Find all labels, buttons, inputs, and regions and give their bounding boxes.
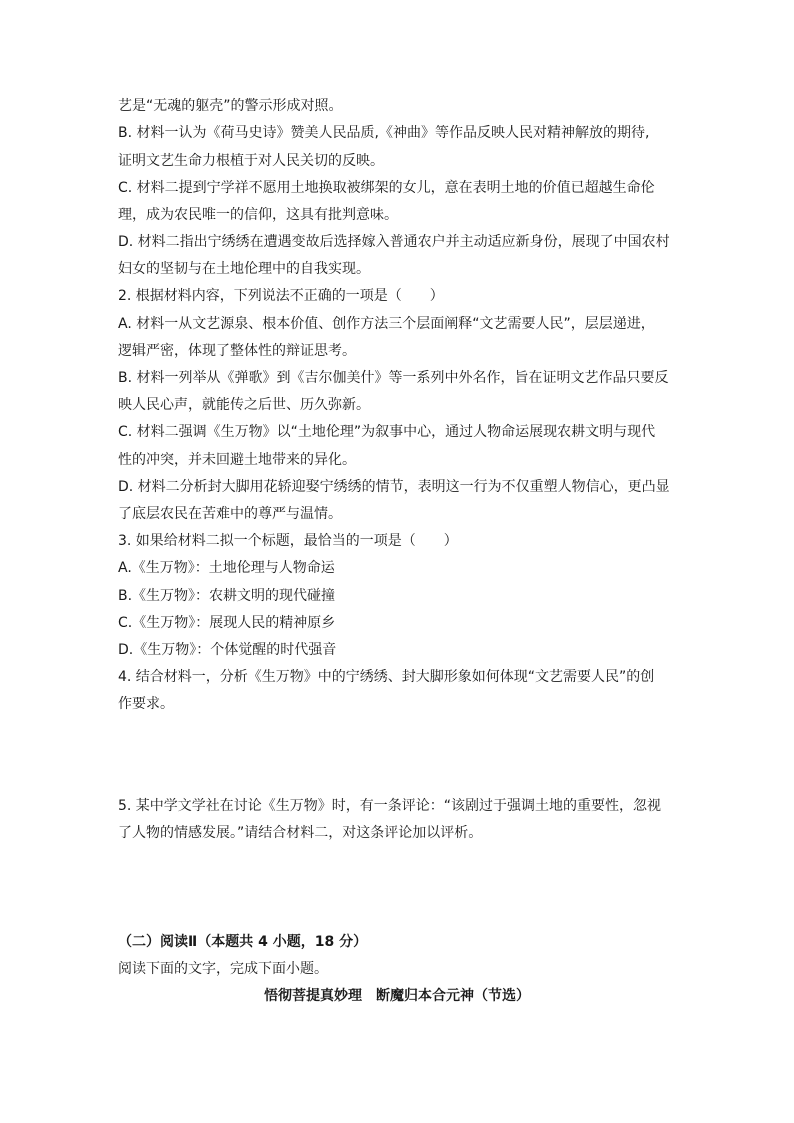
text-line: 了底层农民在苦难中的尊严与温情。 [118,506,342,522]
section-heading: （二）阅读Ⅱ（本题共 4 小题，18 分） [118,934,368,950]
option-b-q1: B. 材料一认为《荷马史诗》赞美人民品质,《神曲》等作品反映人民对精神解放的期待, [118,125,650,141]
text-line: 理，成为农民唯一的信仰，这具有批判意味。 [118,207,398,223]
text-line: 逻辑严密，体现了整体性的辩证思考。 [118,343,356,359]
option-c-q1: C. 材料二提到宁学祥不愿用土地换取被绑架的女儿，意在表明土地的价值已超越生命伦 [118,180,655,196]
option-d-q1: D. 材料二指出宁绣绣在遭遇变故后选择嫁入普通农户并主动适应新身份，展现了中国农村 [118,234,670,250]
question-4: 4. 结合材料一，分析《生万物》中的宁绣绣、封大脚形象如何体现“文艺需要人民”的创 [118,669,655,685]
option-b-q3: B.《生万物》：农耕文明的现代碰撞 [118,588,336,604]
option-d-q3: D.《生万物》：个体觉醒的时代强音 [118,642,337,658]
text-line: 性的冲突，并未回避土地带来的异化。 [118,452,356,468]
text-line: 证明文艺生命力根植于对人民关切的反映。 [118,153,384,169]
text-line: 映人民心声，就能传之后世、历久弥新。 [118,397,370,413]
option-a-q2: A. 材料一从文艺源泉、根本价值、创作方法三个层面阐释“文艺需要人民”，层层递进， [118,316,655,332]
text-line: 作要求。 [118,696,174,712]
option-d-q2: D. 材料二分析封大脚用花轿迎娶宁绣绣的情节，表明这一行为不仅重塑人物信心，更凸显 [118,479,670,495]
passage-title: 悟彻菩提真妙理 断魔归本合元神（节选） [264,988,530,1004]
question-3: 3. 如果给材料二拟一个标题，最恰当的一项是（ ） [118,533,458,549]
option-c-q3: C.《生万物》：展现人民的精神原乡 [118,615,336,631]
option-b-q2: B. 材料一列举从《弹歌》到《吉尔伽美什》等一系列中外名作，旨在证明文艺作品只要反 [118,370,669,386]
question-5: 5. 某中学文学社在讨论《生万物》时，有一条评论：“该剧过于强调土地的重要性，忽视 [118,798,662,814]
text-line: 妇女的坚韧与在土地伦理中的自我实现。 [118,261,370,277]
text-line: 艺是“无魂的躯壳”的警示形成对照。 [118,98,343,114]
option-a-q3: A.《生万物》：土地伦理与人物命运 [118,560,335,576]
question-2: 2. 根据材料内容，下列说法不正确的一项是（ ） [118,288,444,304]
text-line: 了人物的情感发展。”请结合材料二，对这条评论加以评析。 [118,825,483,841]
instruction: 阅读下面的文字，完成下面小题。 [118,961,328,977]
option-c-q2: C. 材料二强调《生万物》以“土地伦理”为叙事中心，通过人物命运展现农耕文明与现代 [118,424,656,440]
